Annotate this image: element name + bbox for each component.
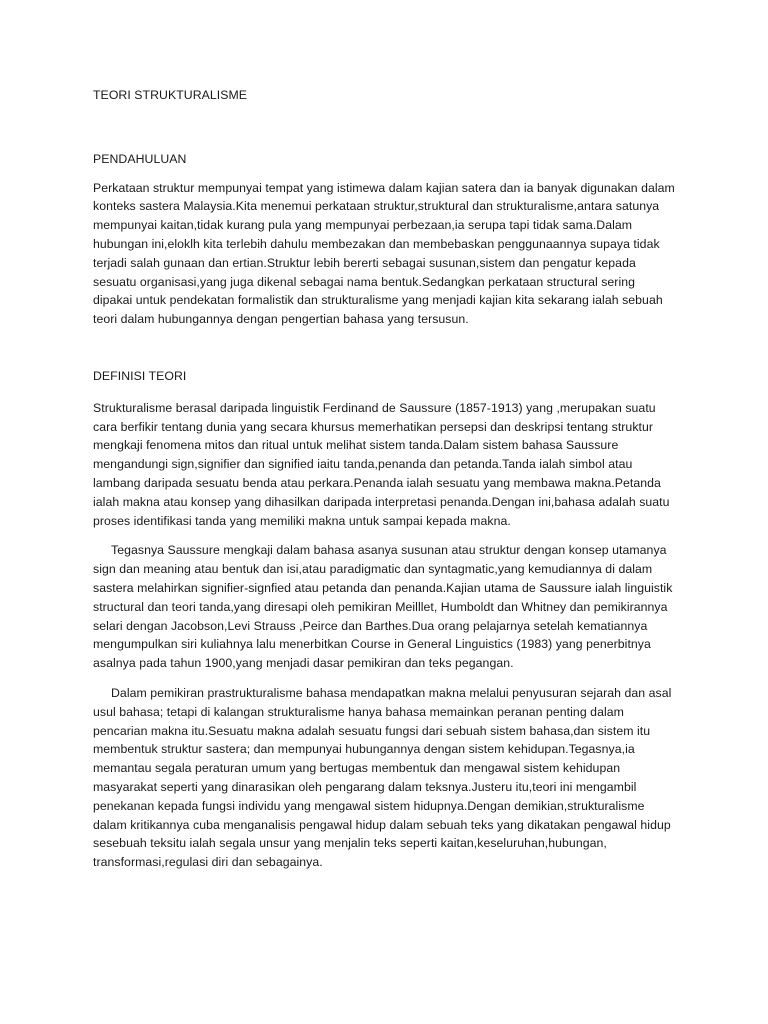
paragraph-definisi-2: Tegasnya Saussure mengkaji dalam bahasa asanya susunan atau struktur dengan konsep utamanya sign dan meaning atau bentuk dan isi,atau paradigmatic dan syntagmatic,yang kemudiannya di dalam sastera melahirkan signifier-signfied atau petanda dan penanda.Kajian utama de Saussure ialah linguistik structural dan teori tanda,yang diresapi oleh pemikiran Meilllet, Humboldt dan Whitney dan pemikirannya selari dengan Jacobson,Levi Strauss ,Peirce dan Barthes.Dua orang pelajarnya setelah kematiannya mengumpulkan siri kuliahnya lalu menerbitkan Course in General Linguistics (1983) yang penerbitnya asalnya pada tahun 1900,yang menjadi dasar pemikiran dan teks pegangan. [93, 543, 673, 671]
spacer [93, 105, 677, 150]
section-heading-pendahuluan: PENDAHULUAN [93, 151, 187, 166]
spacer [93, 530, 677, 541]
document-title: TEORI STRUKTURALISME [93, 88, 248, 102]
spacer [93, 386, 677, 399]
paragraph-pendahuluan: Perkataan struktur mempunyai tempat yang istimewa dalam kajian satera dan ia banyak digunakan dalam konteks sastera Malaysia.Kita menemui perkataan struktur,struktural dan strukturalisme,antara satunya mempunyai kaitan,tidak kurang pula yang mempunyai perbezaan,ia serupa tapi tidak sama.Dalam hubungan ini,eloklh kita terlebih dahulu membezakan dan membebaskan penggunaannya supaya tidak terjadi salah gunaan dan ertian.Struktur lebih bererti sebagai susunan,sistem dan pengatur kepada sesuatu organisasi,yang juga dikenal sebagai nama bentuk.Sedangkan perkataan structural sering dipakai untuk pendekatan formalistik dan strukturalisme yang menjadi kajian kita sekarang ialah sebuah teori dalam hubungannya dengan pengertian bahasa yang tersusun. [93, 180, 675, 327]
spacer [93, 169, 677, 179]
paragraph-definisi-3: Dalam pemikiran prastrukturalisme bahasa mendapatkan makna melalui penyusuran sejarah dan asal usul bahasa; tetapi di kalangan strukturalisme hanya bahasa memainkan peranan penting dalam pencarian makna itu.Sesuatu makna adalah sesuatu fungsi dari sebuah sistem bahasa,dan sistem itu membentuk struktur sastera; dan mempunyai hubungannya dengan sistem kehidupan.Tegasnya,ia memantau segala peraturan umum yang bertugas membentuk dan mengawal sistem kehidupan masyarakat seperti yang dinarasikan oleh pengarang dalam teksnya.Justeru itu,teori ini mengambil penekanan kepada fungsi individu yang mengawal sistem hidupnya.Dengan demikian,strukturalisme dalam kritikannya cuba menganalisis pengawal hidup dalam sebuah teks yang dikatakan pengawal hidup sesebuah teksitu ialah segala unsur yang menjalin teks seperti kaitan,keseluruhan,hubungan, transformasi,regulasi diri dan sebagainya. [93, 685, 672, 870]
spacer [93, 673, 677, 684]
document-page [93, 86, 677, 872]
section-heading-definisi-teori: DEFINISI TEORI [93, 368, 187, 383]
paragraph-definisi-1: Strukturalisme berasal daripada linguistik Ferdinand de Saussure (1857-1913) yang ,merupakan suatu cara berfikir tentang dunia yang secara khursus memerhatikan persepsi dan deskripsi tentang struktur mengkaji fenomena mitos dan ritual untuk melihat sistem tanda.Dalam sistem bahasa Saussure mengandungi sign,signifier dan signified iaitu tanda,penanda dan petanda.Tanda ialah simbol atau lambang daripada sesuatu benda atau perkara.Penanda ialah sesuatu yang membawa makna.Petanda ialah makna atau konsep yang dihasilkan daripada interpretasi penanda.Dengan ini,bahasa adalah suatu proses identifikasi tanda yang memiliki makna untuk sampai kepada makna. [93, 400, 670, 528]
spacer [93, 329, 677, 367]
